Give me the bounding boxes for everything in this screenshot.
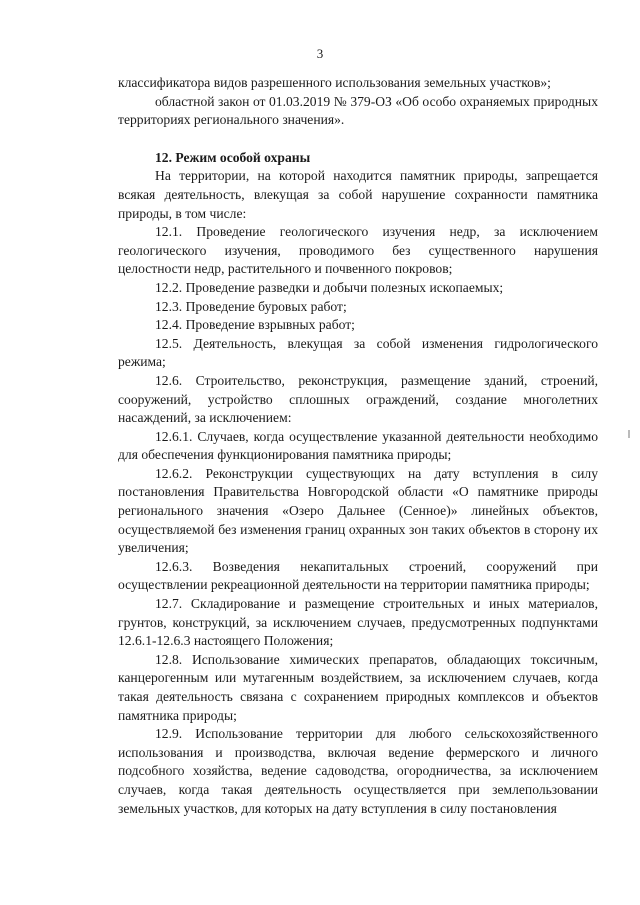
clause-12-6-3: 12.6.3. Возведения некапитальных строений, сооружений при осуществлении рекреационной деятельности на территории памятника природы; (118, 558, 598, 593)
clause-12-8: 12.8. Использование химических препаратов, обладающих токсичным, канцерогенным или мутагенным воздействием, за исключением случаев, когда такая деятельность связана с сохранением природных комплексов и объектов памятника природы; (118, 651, 598, 723)
paragraph: областной закон от 01.03.2019 № 379-ОЗ «Об особо охраняемых природных территориях регионального значения». (118, 93, 598, 128)
clause-12-2: 12.2. Проведение разведки и добычи полезных ископаемых; (155, 279, 504, 295)
clause-12-6-1: 12.6.1. Случаев, когда осуществление указанной деятельности необходимо для обеспечения функционирования памятника природы; (118, 428, 598, 463)
clause-12-6: 12.6. Строительство, реконструкция, размещение зданий, строений, сооружений, устройство сплошных ограждений, создание многолетних насаждений, за исключением: (118, 372, 598, 426)
clause-12-3: 12.3. Проведение буровых работ; (155, 298, 347, 314)
clause-12-6-2: 12.6.2. Реконструкции существующих на дату вступления в силу постановления Правительства Новгородской области «О памятнике природы регионального значения «Озеро Дальнее (Сенное)» линейных объектов, осуществляемой без изменения границ охранных зон таких объектов в сторону их увеличения; (118, 465, 598, 556)
clause-12-9: 12.9. Использование территории для любого сельскохозяйственного использования и производства, включая ведение фермерского и личного подсобного хозяйства, ведение садоводства, огородничества, за исключением случаев, когда такая деятельность осуществляется при землепользовании земельных участков, для которых на дату вступления в силу постановления (118, 726, 598, 816)
document-body (118, 74, 598, 818)
section-heading: 12. Режим особой охраны (155, 149, 311, 165)
clause-12-5: 12.5. Деятельность, влекущая за собой изменения гидрологического режима; (118, 335, 598, 370)
paragraph: На территории, на которой находится памятник природы, запрещается всякая деятельность, влекущая за собой нарушение сохранности памятника природы, в том числе: (118, 168, 598, 221)
clause-12-1: 12.1. Проведение геологического изучения недр, за исключением геологического изучения, проводимого без существенного нарушения целостности недр, растительного и почвенного покровов; (118, 224, 598, 277)
page-number: 3 (316, 46, 324, 61)
scan-mark (628, 430, 630, 438)
paragraph: классификатора видов разрешенного использования земельных участков»; (118, 75, 551, 90)
clause-12-7: 12.7. Складирование и размещение строительных и иных материалов, грунтов, конструкций, за исключением случаев, предусмотренных подпунктами 12.6.1-12.6.3 настоящего Положения; (118, 596, 598, 649)
clause-12-4: 12.4. Проведение взрывных работ; (155, 317, 355, 333)
